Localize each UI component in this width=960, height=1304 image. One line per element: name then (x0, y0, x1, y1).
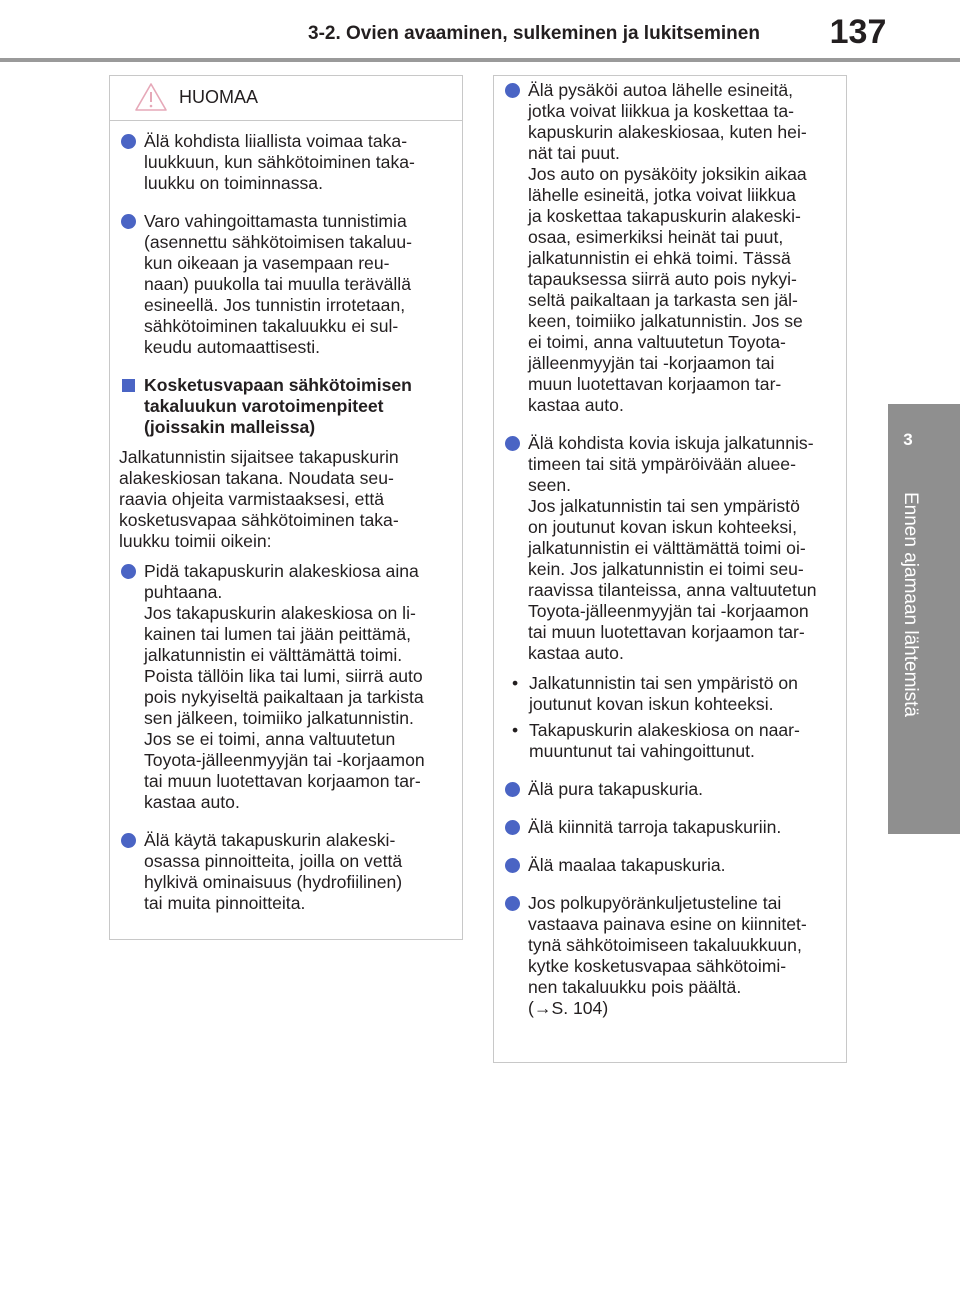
bullet-dot-icon (505, 436, 520, 451)
page-number: 137 (829, 13, 887, 51)
bullet-dot-icon (505, 858, 520, 873)
bullet-dot-icon (505, 820, 520, 835)
bullet-dot-icon (505, 782, 520, 797)
bullet-dot-icon (505, 83, 520, 98)
sub-list-item: • Jalkatunnistin tai sen ympäristö on joutunut kovan iskun kohteeksi. (512, 673, 798, 714)
list-item: Älä käytä takapuskurin alakeski- osassa pinnoitteita, joilla on vettä hylkivä ominaisuus (hydrofiilinen) tai muita pinnoitteita. (119, 830, 452, 914)
chapter-title: Ennen ajamaan lähtemistä (900, 492, 921, 717)
list-item: Pidä takapuskurin alakeskiosa aina puhtaana. Jos takapuskurin alakeskiosa on li- kainen tai lumen tai jään peittämä, jalkatunnistin ei välttämättä toimi. Poista tällöin lika tai lumi, siirrä auto pois nykyiseltä paikaltaan ja tarkista sen jälkeen, toimiiko jalkatunnistin. Jos se ei toimi, anna valtuutetun Toyota-jälleenmyyjän tai -korjaamon tai muun luotettavan korjaamon tar- kastaa auto. (119, 561, 452, 813)
list-item: Älä pura takapuskuria. (503, 779, 836, 800)
list-item: Älä kohdista kovia iskuja jalkatunnis- timeen tai sitä ympäröivään aluee- seen. Jos jalkatunnistin tai sen ympäristö on joutunut kovan iskun kohteeksi, jalkatunnistin ei välttämättä toimi oi- kein. Jos jalkatunnistin ei toimi seu- raavissa tilanteissa, anna valtuutetun Toyota-jälleenmyyjän tai -korjaamon tai muun luotettavan korjaamon tar- kastaa auto. (503, 433, 836, 664)
list-item: Älä pysäköi autoa lähelle esineitä, jotka voivat liikkua ja koskettaa ta- kapuskurin alakeskiosaa, kuten hei- nät tai puut. Jos auto on pysäköity joksikin aikaa lähelle esineitä, jotka voivat liikkua ja koskettaa takapuskurin alakeski- osaa, esimerkiksi heinät tai puut, jalkatunnistin ei ehkä toimi. Tässä tapauksessa siirrä auto pois nykyi- seltä paikaltaan ja tarkasta sen jäl- keen, toimiiko jalkatunnistin. Jos se ei toimi, anna valtuutetun Toyota- jälleenmyyjän tai -korjaamon tai muun luotettavan korjaamon tar- kastaa auto. (503, 80, 836, 416)
chapter-number: 3 (903, 430, 913, 449)
chapter-side-tab[interactable] (888, 404, 960, 834)
bullet-dot-icon (121, 564, 136, 579)
section-title: 3-2. Ovien avaaminen, sulkeminen ja lukitseminen (308, 23, 760, 44)
notice-label: HUOMAA (179, 87, 259, 107)
bullet-dot-icon (121, 214, 136, 229)
sub-list-item: • Takapuskurin alakeskiosa on naar- muuntunut tai vahingoittunut. (512, 720, 800, 761)
square-bullet-icon (122, 379, 135, 392)
bullet-dot-icon (121, 134, 136, 149)
list-item: Älä kiinnitä tarroja takapuskuriin. (503, 817, 836, 838)
warning-triangle-icon (134, 82, 168, 112)
list-item: Jos polkupyöränkuljetusteline tai vastaava painava esine on kiinnitet- tynä sähkötoimiseen takaluukkuun, kytke kosketusvapaa sähkötoimi- nen takaluukku pois päältä. (→S. 104) (503, 893, 836, 1019)
page-reference-link[interactable]: (→S. 104) (528, 998, 609, 1018)
list-item: Varo vahingoittamasta tunnistimia (asennettu sähkötoimisen takaluu- kun oikeaan ja vasempaan reu- naan) puukolla tai muulla terävällä esineellä. Jos tunnistin irrotetaan, sähkötoiminen takaluukku ei sul- keudu automaattisesti. (119, 211, 452, 358)
bullet-dot-icon (121, 833, 136, 848)
notice-header (110, 76, 462, 121)
list-item: Älä kohdista liiallista voimaa taka- luukkuun, kun sähkötoiminen taka- luukku on toiminnassa. (119, 131, 452, 194)
dot-marker: • (512, 673, 519, 693)
list-item: Älä maalaa takapuskuria. (503, 855, 836, 876)
notice-box-right (493, 75, 847, 1063)
subheading: Kosketusvapaan sähkötoimisen takaluukun varotoimenpiteet (joissakin malleissa) (119, 375, 452, 438)
bullet-dot-icon (505, 896, 520, 911)
body-paragraph: Jalkatunnistin sijaitsee takapuskurin alakeskiosan takana. Noudata seu- raavia ohjeita varmistaaksesi, että kosketusvapaa sähkötoiminen taka- luukku toimii oikein: (119, 447, 399, 551)
header-divider (0, 58, 960, 62)
dot-marker: • (512, 720, 519, 740)
notice-box-left (109, 75, 463, 940)
